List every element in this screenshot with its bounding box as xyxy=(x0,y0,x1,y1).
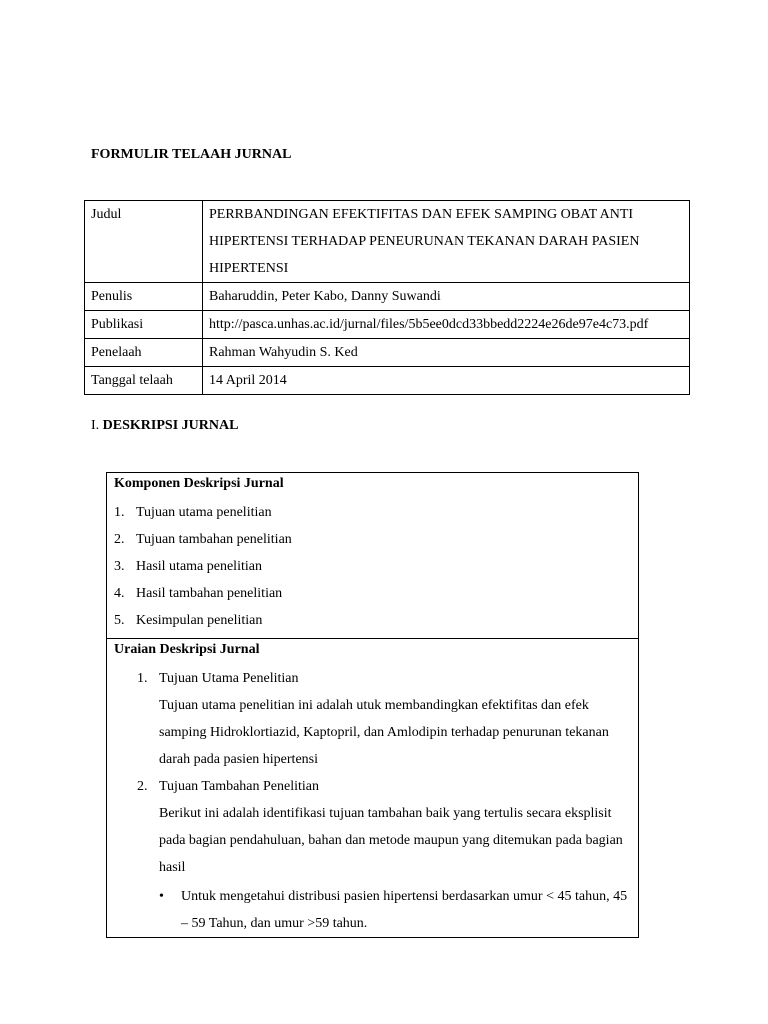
description-box xyxy=(106,472,639,938)
list-item xyxy=(114,499,631,526)
list-item xyxy=(114,526,631,553)
list-item xyxy=(114,580,631,607)
row-value: Baharuddin, Peter Kabo, Danny Suwandi xyxy=(203,283,690,311)
uraian-heading: Uraian Deskripsi Jurnal xyxy=(114,642,260,657)
item-number: 2. xyxy=(114,532,125,547)
list-item xyxy=(137,665,631,773)
journal-info-table xyxy=(84,200,690,395)
row-label: Tanggal telaah xyxy=(85,367,203,395)
components-section xyxy=(107,475,638,639)
row-value: 14 April 2014 xyxy=(203,367,690,395)
item-number: 1. xyxy=(114,505,125,520)
item-text: Hasil utama penelitian xyxy=(136,559,262,574)
row-label: Publikasi xyxy=(85,311,203,339)
item-number: 3. xyxy=(114,559,125,574)
item-text: Kesimpulan penelitian xyxy=(136,613,263,628)
item-title: Tujuan Tambahan Penelitian xyxy=(159,779,320,794)
bullet-dot-icon: • xyxy=(159,889,164,904)
section-heading xyxy=(91,417,238,435)
page-title: FORMULIR TELAAH JURNAL xyxy=(91,147,292,162)
uraian-list xyxy=(137,665,631,937)
item-title: Tujuan Utama Penelitian xyxy=(159,671,299,686)
item-number: 5. xyxy=(114,613,125,628)
components-list xyxy=(114,499,631,634)
section-title: DESKRIPSI JURNAL xyxy=(102,418,239,433)
components-heading: Komponen Deskripsi Jurnal xyxy=(114,476,284,491)
bullet-text: Untuk mengetahui distribusi pasien hipertensi berdasarkan umur < 45 tahun, 45 – 59 Tahun, dan umur >59 tahun. xyxy=(181,889,628,931)
table-row xyxy=(85,367,690,395)
list-item xyxy=(114,553,631,580)
table-row xyxy=(85,283,690,311)
list-item xyxy=(114,607,631,634)
table-row xyxy=(85,339,690,367)
item-header xyxy=(137,773,631,800)
item-number: 1. xyxy=(137,671,148,686)
section-number: I. xyxy=(91,418,100,433)
bullet-list xyxy=(137,883,631,937)
row-label: Judul xyxy=(85,201,203,283)
uraian-section xyxy=(107,641,638,937)
item-number: 4. xyxy=(114,586,125,601)
item-body: Berikut ini adalah identifikasi tujuan tambahan baik yang tertulis secara eksplisit pada bagian pendahuluan, bahan dan metode maupun yang ditemukan pada bagian hasil xyxy=(159,806,623,875)
bullet-item xyxy=(159,883,631,937)
list-item xyxy=(137,773,631,937)
row-value: http://pasca.unhas.ac.id/jurnal/files/5b5ee0dcd33bbedd2224e26de97e4c73.pdf xyxy=(203,311,690,339)
item-text: Tujuan utama penelitian xyxy=(136,505,272,520)
table-row xyxy=(85,201,690,283)
item-header xyxy=(137,665,631,692)
item-text: Tujuan tambahan penelitian xyxy=(136,532,292,547)
table-row xyxy=(85,311,690,339)
item-number: 2. xyxy=(137,779,148,794)
item-text: Hasil tambahan penelitian xyxy=(136,586,283,601)
row-label: Penelaah xyxy=(85,339,203,367)
row-value: Rahman Wahyudin S. Ked xyxy=(203,339,690,367)
row-label: Penulis xyxy=(85,283,203,311)
item-body: Tujuan utama penelitian ini adalah utuk membandingkan efektifitas dan efek samping Hidroklortiazid, Kaptopril, dan Amlodipin terhadap penurunan tekanan darah pada pasien hipertensi xyxy=(159,698,609,767)
row-value: PERRBANDINGAN EFEKTIFITAS DAN EFEK SAMPING OBAT ANTI HIPERTENSI TERHADAP PENEURUNAN TEKANAN DARAH PASIEN HIPERTENSI xyxy=(203,201,690,283)
